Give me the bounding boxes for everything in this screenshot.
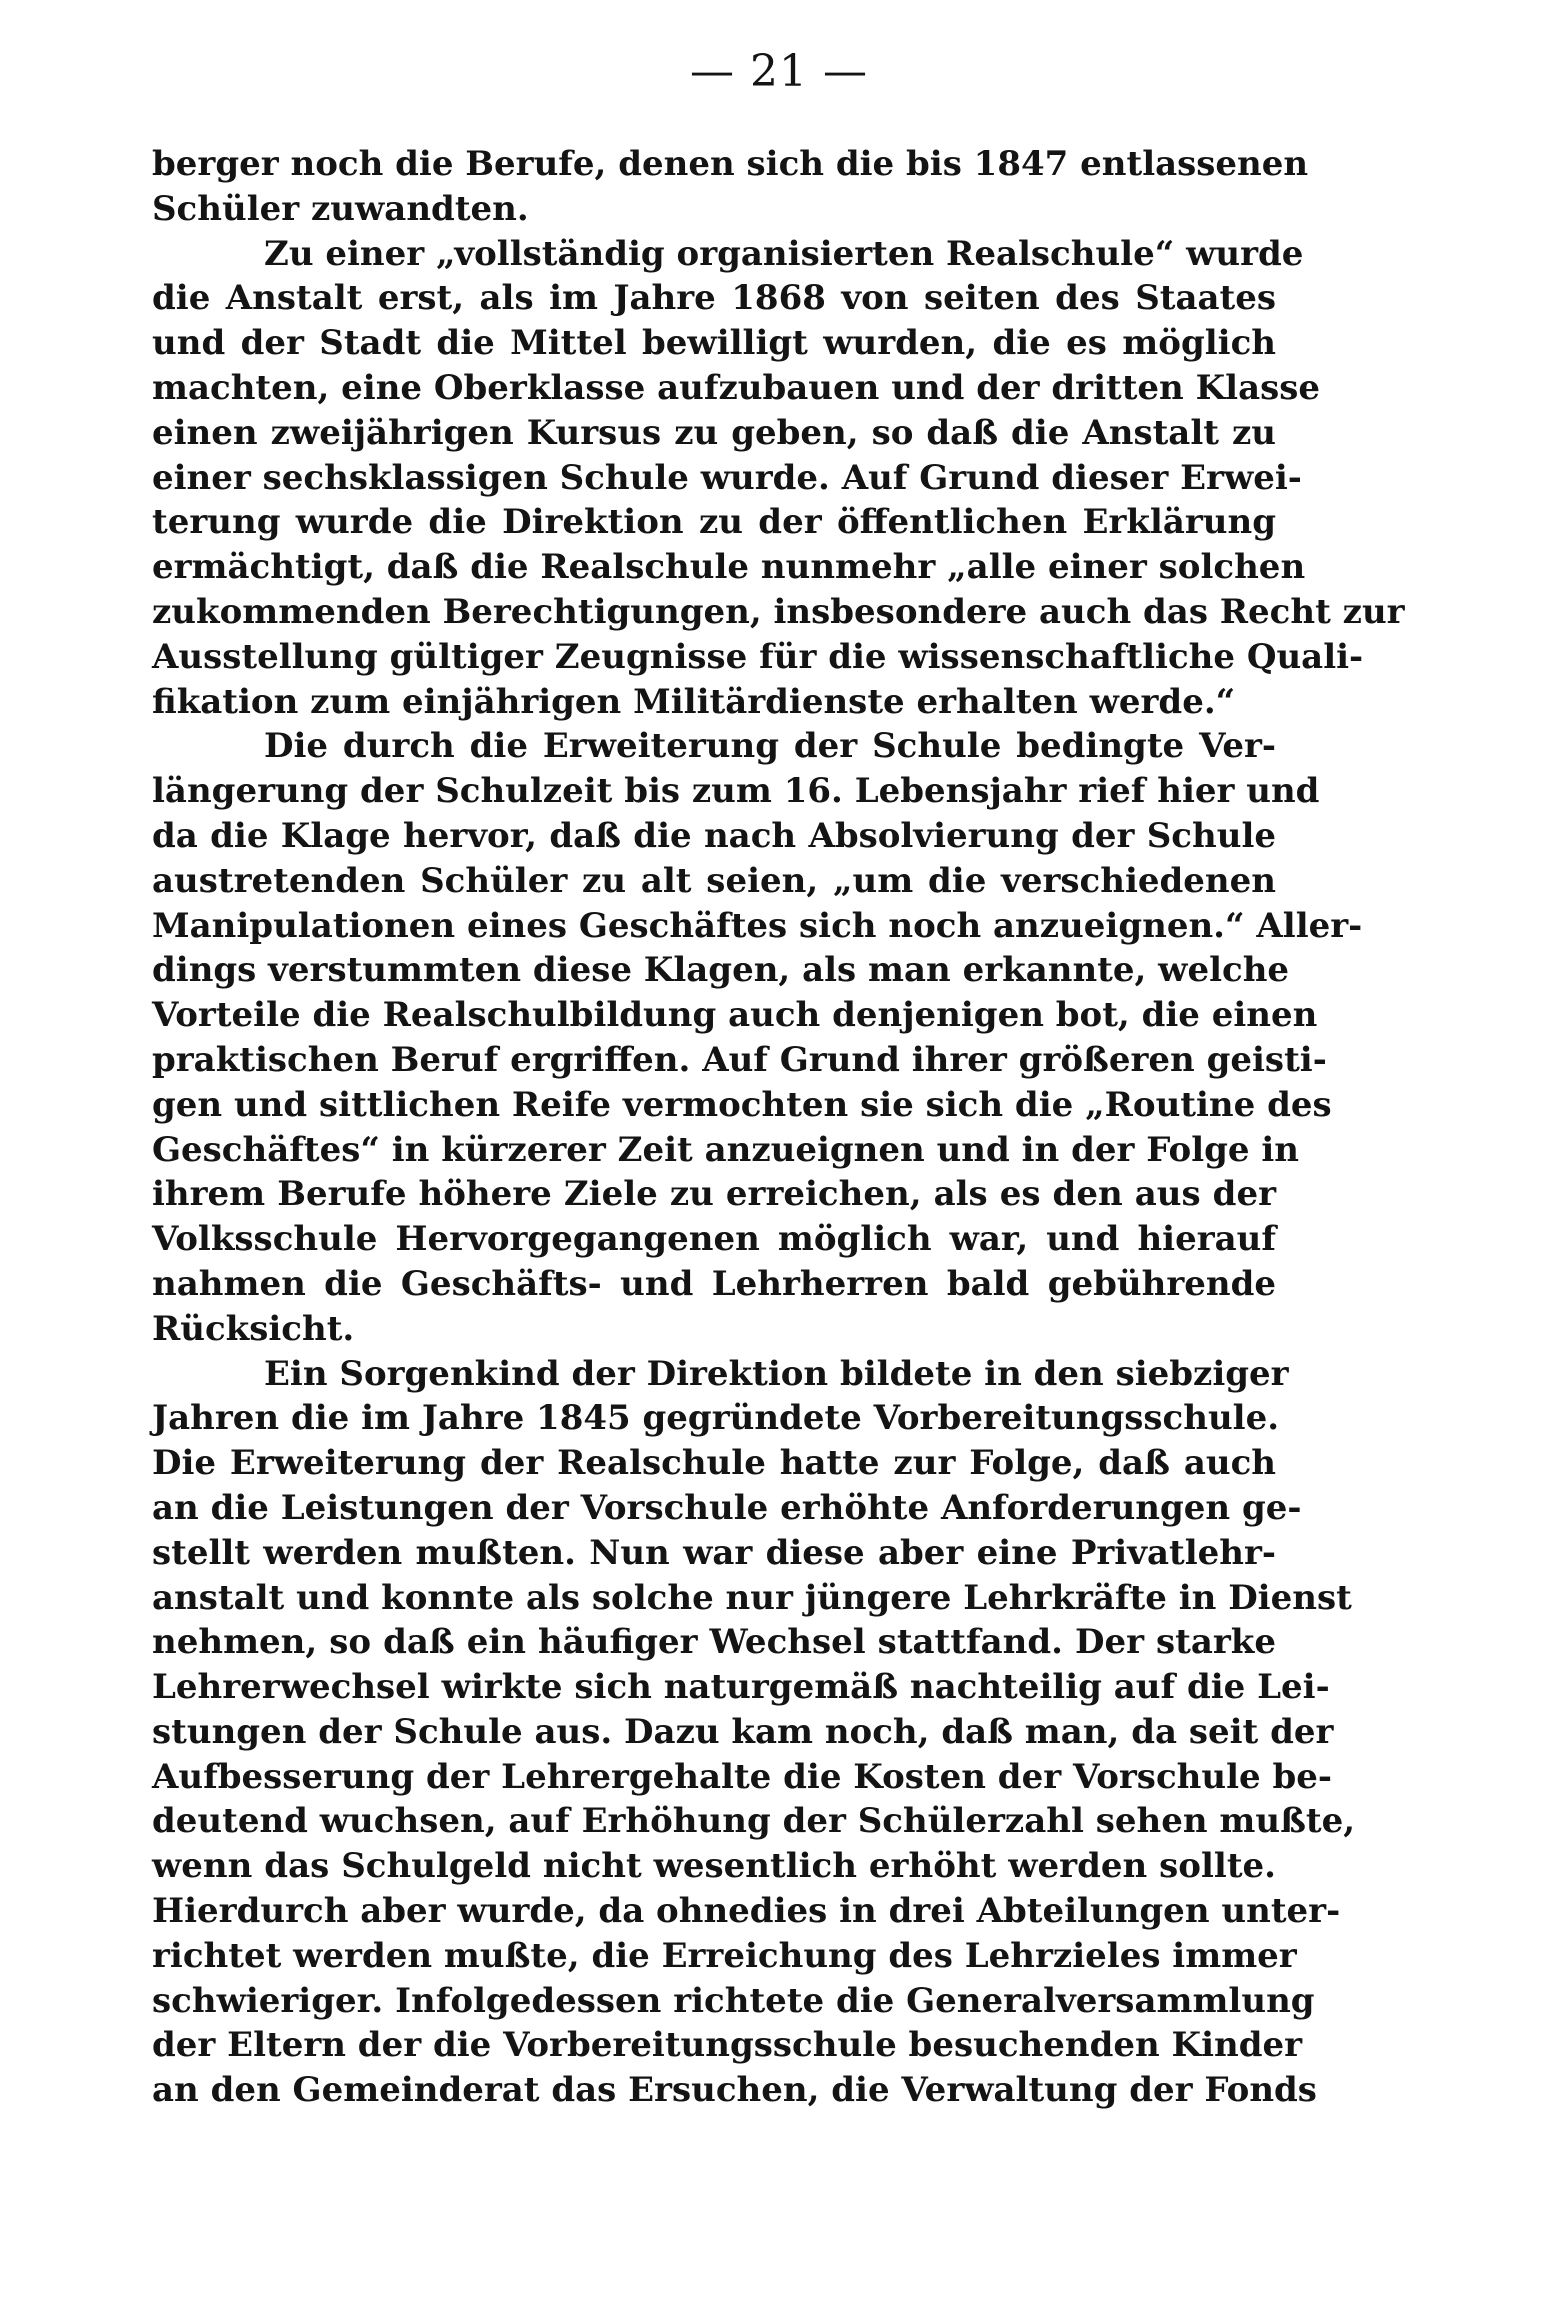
text-line: stungen der Schule aus. Dazu kam noch, daß man, da seit der <box>152 1711 1334 1752</box>
text-line: ihrem Berufe höhere Ziele zu erreichen, als es den aus der <box>152 1174 1276 1215</box>
text-line: Manipulationen eines Geschäftes sich noch anzueignen.“ Aller- <box>152 905 1363 946</box>
text-line: an die Leistungen der Vorschule erhöhte Anforderungen ge- <box>152 1487 1302 1528</box>
text-line: gen und sittlichen Reife vermochten sie sich die „Routine des <box>152 1084 1332 1125</box>
text-line: fikation zum einjährigen Militärdienste erhalten werde.“ <box>152 681 1236 722</box>
text-line: ermächtigt, daß die Realschule nunmehr „alle einer solchen <box>152 547 1306 588</box>
text-line: stellt werden mußten. Nun war diese aber eine Privatlehr- <box>152 1532 1276 1573</box>
page-number: — 21 — <box>690 46 868 97</box>
text-line: terung wurde die Direktion zu der öffentlichen Erklärung <box>152 502 1276 543</box>
text-line: Rücksicht. <box>152 1308 355 1349</box>
text-line: der Eltern der die Vorbereitungsschule besuchenden Kinder <box>152 2025 1303 2066</box>
text-line: deutend wuchsen, auf Erhöhung der Schülerzahl sehen mußte, <box>152 1801 1356 1842</box>
text-line: einen zweijährigen Kursus zu geben, so daß die Anstalt zu <box>152 412 1276 453</box>
text-line: zukommenden Berechtigungen, insbesondere auch das Recht zur <box>152 591 1405 632</box>
text-line: Ausstellung gültiger Zeugnisse für die wissenschaftliche Quali- <box>152 636 1364 677</box>
text-line: richtet werden mußte, die Erreichung des Lehrzieles immer <box>152 1935 1297 1976</box>
text-line: nahmen die Geschäfts- und Lehrherren bald gebührende <box>152 1263 1276 1304</box>
text-line: Die durch die Erweiterung der Schule bedingte Ver- <box>264 726 1276 767</box>
text-line: die Anstalt erst, als im Jahre 1868 von seiten des Staates <box>152 278 1276 319</box>
text-line: austretenden Schüler zu alt seien, „um die verschiedenen <box>152 860 1276 901</box>
text-line: Vorteile die Realschulbildung auch denjenigen bot, die einen <box>152 995 1318 1036</box>
text-line: und der Stadt die Mittel bewilligt wurden, die es möglich <box>152 323 1276 364</box>
text-line: nehmen, so daß ein häufiger Wechsel stattfand. Der starke <box>152 1622 1276 1663</box>
text-line: machten, eine Oberklasse aufzubauen und der dritten Klasse <box>152 367 1321 408</box>
text-line: berger noch die Berufe, denen sich die bis 1847 entlassenen <box>152 144 1309 184</box>
text-line: einer sechsklassigen Schule wurde. Auf Grund dieser Erwei- <box>152 457 1302 498</box>
text-line: Hierdurch aber wurde, da ohnedies in drei Abteilungen unter- <box>152 1891 1341 1932</box>
text-line: Schüler zuwandten. <box>152 188 529 229</box>
text-line: Aufbesserung der Lehrergehalte die Kosten der Vorschule be- <box>152 1756 1332 1797</box>
text-line: Lehrerwechsel wirkte sich naturgemäß nachteilig auf die Lei- <box>152 1667 1330 1708</box>
text-line: Zu einer „vollständig organisierten Realschule“ wurde <box>264 233 1304 274</box>
text-line: wenn das Schulgeld nicht wesentlich erhöht werden sollte. <box>152 1846 1276 1887</box>
text-line: da die Klage hervor, daß die nach Absolvierung der Schule <box>152 815 1276 856</box>
text-line: dings verstummten diese Klagen, als man erkannte, welche <box>152 950 1290 991</box>
text-line: schwieriger. Infolgedessen richtete die Generalversammlung <box>152 1980 1315 2021</box>
body-text <box>152 142 1405 2113</box>
text-line: anstalt und konnte als solche nur jüngere Lehrkräfte in Dienst <box>152 1577 1352 1618</box>
text-line: Volksschule Hervorgegangenen möglich war, und hierauf <box>152 1219 1276 1260</box>
text-line: Ein Sorgenkind der Direktion bildete in den siebziger <box>264 1353 1289 1394</box>
text-line: Die Erweiterung der Realschule hatte zur Folge, daß auch <box>152 1443 1276 1484</box>
text-line: längerung der Schulzeit bis zum 16. Lebensjahr rief hier und <box>152 771 1320 812</box>
text-line: Jahren die im Jahre 1845 gegründete Vorbereitungsschule. <box>152 1398 1280 1439</box>
text-line: an den Gemeinderat das Ersuchen, die Verwaltung der Fonds <box>152 2070 1317 2111</box>
text-line: Geschäftes“ in kürzerer Zeit anzueignen und in der Folge in <box>152 1129 1300 1170</box>
text-line: praktischen Beruf ergriffen. Auf Grund ihrer größeren geisti- <box>152 1039 1327 1080</box>
